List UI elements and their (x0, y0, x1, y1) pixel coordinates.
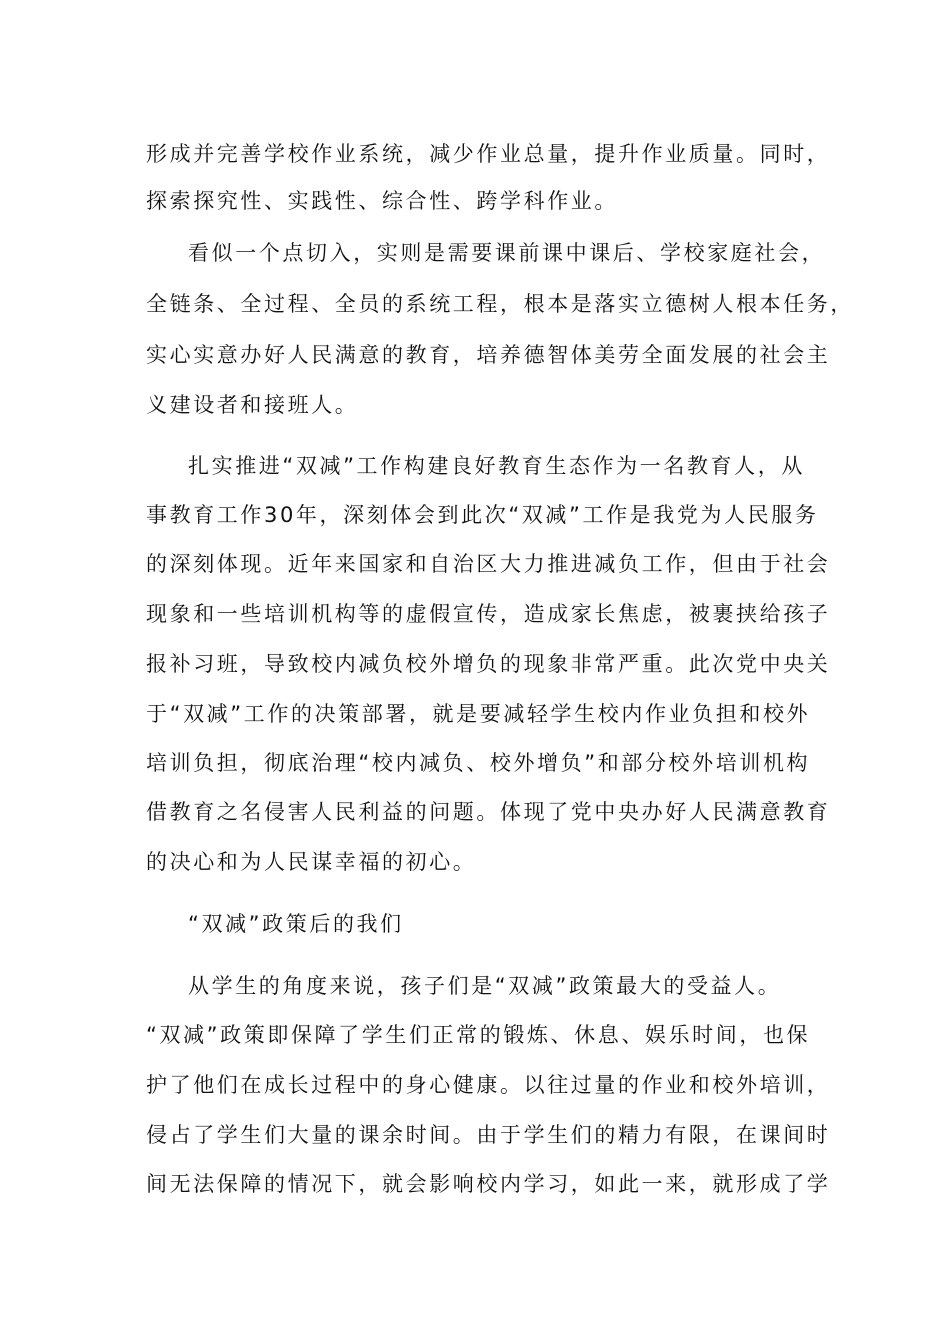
text-line: 实心实意办好人民满意的教育，培养德智体美劳全面发展的社会主 (146, 343, 831, 367)
text-line: 间无法保障的情况下，就会影响校内学习，如此一来，就形成了学 (146, 1172, 831, 1196)
text-line: 形成并完善学校作业系统，减少作业总量，提升作业质量。同时， (146, 142, 831, 166)
text-line: 侵占了学生们大量的课余时间。由于学生们的精力有限，在课间时 (146, 1123, 831, 1147)
text-line: 探索探究性、实践性、综合性、跨学科作业。 (146, 189, 618, 213)
text-line: 报补习班，导致校内减负校外增负的现象非常严重。此次党中央关 (146, 652, 831, 676)
text-line: 于“双减”工作的决策部署，就是要减轻学生校内作业负担和校外 (146, 702, 811, 726)
section-heading: “双减”政策后的我们 (188, 912, 404, 936)
text-line: 护了他们在成长过程中的身心健康。以往过量的作业和校外培训， (146, 1073, 831, 1097)
paragraph-first-line: 扎实推进“双减”工作构建良好教育生态作为一名教育人，从 (188, 454, 805, 478)
text-line: 培训负担，彻底治理“校内减负、校外增负”和部分校外培训机构 (146, 751, 811, 775)
text-line: 义建设者和接班人。 (146, 393, 359, 417)
paragraph-first-line: 从学生的角度来说，孩子们是“双减”政策最大的受益人。 (188, 974, 782, 998)
text-line: 的决心和为人民谋幸福的初心。 (146, 850, 477, 874)
text-line: 借教育之名侵害人民利益的问题。体现了党中央办好人民满意教育 (146, 800, 831, 824)
text-line: 事教育工作30年，深刻体会到此次“双减”工作是我党为人民服务 (146, 503, 819, 527)
text-line: 全链条、全过程、全员的系统工程，根本是落实立德树人根本任务， (146, 292, 854, 316)
paragraph-first-line: 看似一个点切入，实则是需要课前课中课后、学校家庭社会， (188, 241, 826, 265)
text-line: “双减”政策即保障了学生们正常的锻炼、休息、娱乐时间，也保 (146, 1023, 811, 1047)
text-line: 现象和一些培训机构等的虚假宣传，造成家长焦虑，被裹挟给孩子 (146, 602, 831, 626)
text-line: 的深刻体现。近年来国家和自治区大力推进减负工作，但由于社会 (146, 552, 831, 576)
